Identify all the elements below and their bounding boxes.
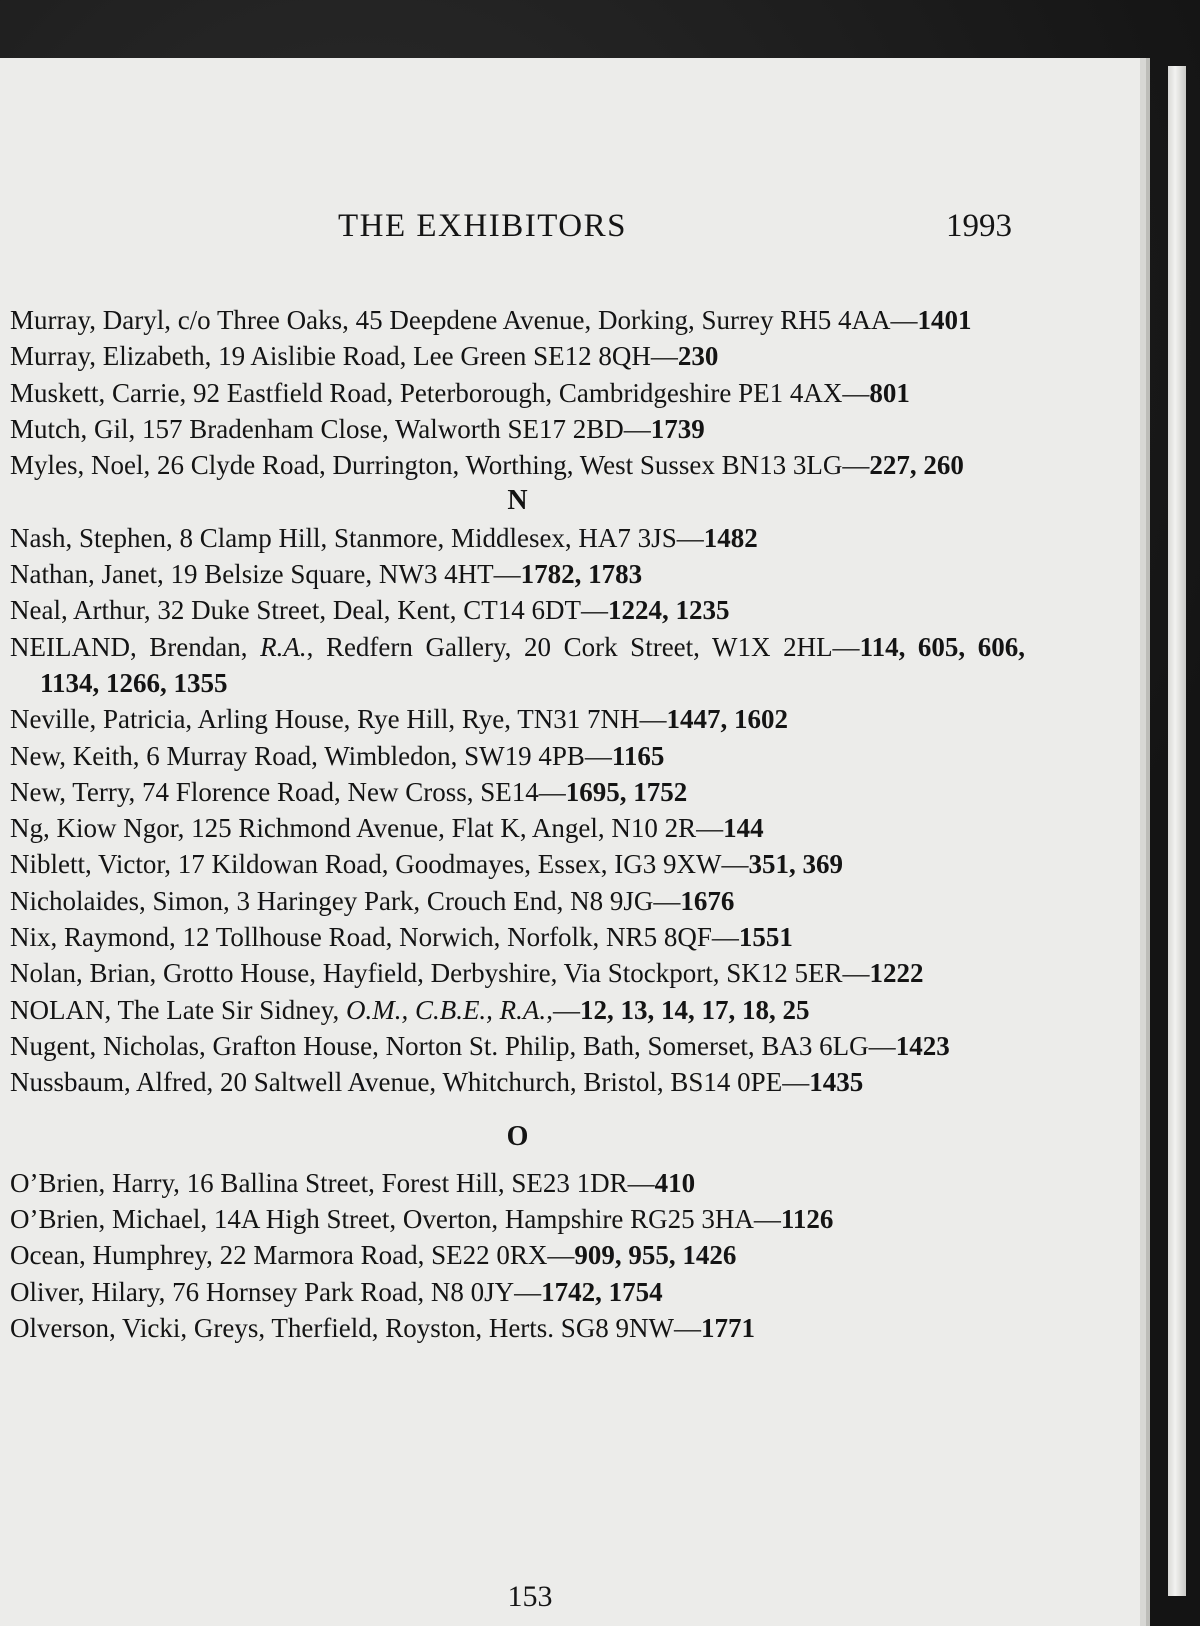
exhibitor-entry	[10, 592, 1025, 628]
entry-name-address: Nugent, Nicholas, Grafton House, Norton St. Philip, Bath, Somerset, BA3 6LG—	[10, 1030, 896, 1061]
exhibitor-entry	[10, 701, 1025, 737]
entry-address-cont: ,—	[546, 994, 580, 1025]
entry-name-address: Ng, Kiow Ngor, 125 Richmond Avenue, Flat K, Angel, N10 2R—	[10, 813, 724, 844]
catalogue-numbers: 1782, 1783	[520, 559, 643, 590]
exhibitor-entry	[10, 629, 1025, 702]
exhibitor-entry	[10, 1028, 1025, 1064]
exhibitor-entry	[10, 846, 1025, 882]
catalogue-numbers: 1401	[917, 305, 972, 335]
entry-name-address: Nash, Stephen, 8 Clamp Hill, Stanmore, Middlesex, HA7 3JS—	[10, 522, 704, 553]
entry-honours: O.M., C.B.E., R.A.	[345, 994, 547, 1025]
entry-name-address: Murray, Elizabeth, 19 Aislibie Road, Lee Green SE12 8QH—	[10, 341, 678, 372]
catalogue-numbers: 1695, 1752	[565, 776, 688, 807]
exhibitor-entry	[10, 955, 1025, 991]
exhibitor-list	[10, 302, 1025, 1346]
book-page	[0, 58, 1140, 1626]
running-header	[0, 208, 1140, 258]
entry-name-address: Myles, Noel, 26 Clyde Road, Durrington, Worthing, West Sussex BN13 3LG—	[10, 450, 870, 481]
exhibitor-entry	[10, 1201, 1025, 1237]
entry-name-address: Nussbaum, Alfred, 20 Saltwell Avenue, Whitchurch, Bristol, BS14 0PE—	[10, 1067, 810, 1098]
entry-name-address: Nolan, Brian, Grotto House, Hayfield, Derbyshire, Via Stockport, SK12 5ER—	[10, 958, 870, 989]
catalogue-numbers: 227, 260	[869, 450, 964, 481]
entries-group-m	[10, 302, 1025, 483]
catalogue-numbers: 1551	[738, 922, 793, 953]
entry-name-address: NEILAND, Brendan,	[10, 631, 261, 662]
header-title: THE EXHIBITORS	[338, 208, 627, 244]
exhibitor-entry	[10, 411, 1025, 447]
catalogue-numbers: 12, 13, 14, 17, 18, 25	[579, 994, 810, 1025]
section-letter-o: O	[506, 1120, 529, 1152]
entry-name-address: Neal, Arthur, 32 Duke Street, Deal, Kent, CT14 6DT—	[10, 595, 609, 626]
entry-name-address: New, Terry, 74 Florence Road, New Cross, SE14—	[10, 776, 566, 807]
entry-address-cont: , Redfern Gallery, 20 Cork Street, W1X 2HL—	[306, 631, 860, 662]
exhibitor-entry	[10, 1274, 1025, 1310]
entry-name-address: O’Brien, Harry, 16 Ballina Street, Forest Hill, SE23 1DR—	[10, 1167, 655, 1198]
entry-honours: R.A.	[260, 631, 307, 662]
exhibitor-entry	[10, 738, 1025, 774]
catalogue-numbers: 1423	[895, 1030, 950, 1061]
entry-name-address: Olverson, Vicki, Greys, Therfield, Royston, Herts. SG8 9NW—	[10, 1313, 702, 1344]
exhibitor-entry	[10, 774, 1025, 810]
entry-name-address: Ocean, Humphrey, 22 Marmora Road, SE22 0RX—	[10, 1240, 575, 1271]
catalogue-numbers: 1482	[703, 522, 758, 553]
page-edge	[1168, 66, 1186, 1596]
entry-name-address: Mutch, Gil, 157 Bradenham Close, Walworth SE17 2BD—	[10, 413, 651, 444]
catalogue-numbers: 144	[723, 813, 764, 844]
entry-name-address: Murray, Daryl, c/o Three Oaks, 45 Deepdene Avenue, Dorking, Surrey RH5 4AA—	[10, 305, 918, 335]
entry-name-address: Nicholaides, Simon, 3 Haringey Park, Crouch End, N8 9JG—	[10, 885, 681, 916]
exhibitor-entry	[10, 1237, 1025, 1273]
catalogue-numbers: 1771	[701, 1313, 756, 1344]
entries-group-o	[10, 1165, 1025, 1346]
catalogue-numbers: 801	[869, 377, 910, 408]
exhibitor-entry	[10, 1165, 1025, 1201]
catalogue-numbers: 1742, 1754	[541, 1276, 663, 1307]
page-number: 153	[507, 1580, 553, 1613]
exhibitor-entry	[10, 520, 1025, 556]
catalogue-numbers: 1165	[611, 740, 665, 771]
exhibitor-entry	[10, 447, 1025, 483]
exhibitor-entry	[10, 883, 1025, 919]
exhibitor-entry	[10, 919, 1025, 955]
header-year: 1993	[946, 208, 1012, 244]
entry-name-address: Oliver, Hilary, 76 Hornsey Park Road, N8 0JY—	[10, 1276, 542, 1307]
catalogue-numbers: 1224, 1235	[608, 595, 730, 626]
catalogue-numbers: 1126	[780, 1204, 834, 1235]
exhibitor-entry	[10, 302, 1025, 338]
exhibitor-entry	[10, 375, 1025, 411]
catalogue-numbers: 351, 369	[748, 849, 843, 880]
exhibitor-entry	[10, 556, 1025, 592]
catalogue-numbers: 1435	[809, 1067, 864, 1098]
exhibitor-entry	[10, 338, 1025, 374]
entry-name-address: Muskett, Carrie, 92 Eastfield Road, Peterborough, Cambridgeshire PE1 4AX—	[10, 377, 870, 408]
section-letter-n: N	[507, 485, 528, 517]
entries-group-n	[10, 520, 1025, 1101]
catalogue-numbers: 1676	[680, 885, 735, 916]
catalogue-numbers: 1447, 1602	[666, 704, 789, 735]
catalogue-numbers: 909, 955, 1426	[574, 1240, 737, 1271]
catalogue-numbers: 114, 605, 606, 1134, 1266, 1355	[40, 631, 1025, 698]
entry-name-address: O’Brien, Michael, 14A High Street, Overton, Hampshire RG25 3HA—	[10, 1204, 781, 1235]
exhibitor-entry	[10, 810, 1025, 846]
exhibitor-entry	[10, 992, 1025, 1028]
entry-name-address: NOLAN, The Late Sir Sidney,	[10, 994, 346, 1025]
entry-name-address: New, Keith, 6 Murray Road, Wimbledon, SW19 4PB—	[10, 740, 612, 771]
entry-name-address: Nathan, Janet, 19 Belsize Square, NW3 4HT—	[10, 559, 521, 590]
exhibitor-entry	[10, 1310, 1025, 1346]
catalogue-numbers: 410	[654, 1167, 696, 1198]
catalogue-numbers: 230	[677, 341, 719, 372]
entry-name-address: Niblett, Victor, 17 Kildowan Road, Goodmayes, Essex, IG3 9XW—	[10, 849, 749, 880]
catalogue-numbers: 1739	[650, 413, 705, 444]
entry-name-address: Neville, Patricia, Arling House, Rye Hill, Rye, TN31 7NH—	[10, 704, 667, 735]
entry-name-address: Nix, Raymond, 12 Tollhouse Road, Norwich, Norfolk, NR5 8QF—	[10, 922, 739, 953]
catalogue-numbers: 1222	[869, 958, 924, 989]
exhibitor-entry	[10, 1064, 1025, 1100]
